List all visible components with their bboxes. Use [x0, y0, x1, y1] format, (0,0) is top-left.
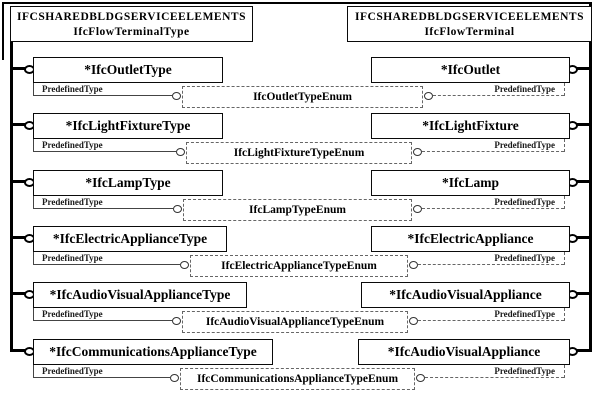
right-attribute-line-vertical — [564, 308, 565, 321]
enum-left-circle — [173, 205, 182, 213]
left-attribute-line — [33, 151, 176, 152]
right-attribute-line-vertical — [564, 252, 565, 265]
left-attribute-label: PredefinedType — [42, 253, 103, 263]
enum-box: IfcLightFixtureTypeEnum — [186, 142, 412, 164]
right-relation-line — [577, 292, 590, 295]
right-relation-line — [577, 236, 590, 239]
right-attribute-line-vertical — [564, 196, 565, 209]
enum-box: IfcElectricApplianceTypeEnum — [190, 255, 408, 277]
right-relation-line — [577, 67, 590, 70]
right-entity-box: *IfcLightFixture — [371, 113, 570, 139]
left-entity-box: *IfcLampType — [33, 170, 223, 196]
right-entity-box: *IfcLamp — [371, 170, 570, 196]
right-entity-box: *IfcOutlet — [371, 57, 570, 83]
right-bus-line — [589, 2, 592, 352]
left-entity-box: *IfcAudioVisualApplianceType — [33, 282, 247, 308]
left-attribute-line — [33, 320, 172, 321]
enum-box: IfcCommunicationsApplianceTypeEnum — [180, 368, 415, 390]
left-attribute-label: PredefinedType — [42, 140, 103, 150]
right-attribute-line — [418, 320, 564, 321]
right-relation-line — [577, 349, 590, 352]
right-schema-name: IFCSHAREDBLDGSERVICEELEMENTS — [355, 11, 584, 23]
left-bus-line — [10, 42, 13, 352]
right-attribute-line-vertical — [564, 365, 565, 378]
enum-right-circle — [424, 92, 433, 100]
enum-left-circle — [180, 261, 189, 269]
left-schema-header — [10, 6, 253, 42]
left-attribute-label: PredefinedType — [42, 309, 103, 319]
left-schema-name: IFCSHAREDBLDGSERVICEELEMENTS — [17, 11, 246, 23]
right-relation-line — [577, 180, 590, 183]
right-entity-box: *IfcAudioVisualAppliance — [361, 282, 570, 308]
right-schema-entity: IfcFlowTerminal — [424, 26, 515, 38]
left-attribute-line — [33, 95, 172, 96]
enum-left-circle — [172, 317, 181, 325]
left-entity-box: *IfcOutletType — [33, 57, 223, 83]
left-entity-box: *IfcElectricApplianceType — [33, 226, 227, 252]
frame-left-line — [2, 2, 4, 60]
enum-left-circle — [170, 374, 179, 382]
right-schema-header — [347, 6, 592, 42]
right-entity-box: *IfcElectricAppliance — [371, 226, 570, 252]
right-attribute-line-vertical — [564, 139, 565, 152]
right-attribute-line — [422, 151, 564, 152]
frame-top-line — [2, 2, 592, 4]
left-schema-entity: IfcFlowTerminalType — [73, 26, 190, 38]
enum-right-circle — [409, 317, 418, 325]
right-attribute-label: PredefinedType — [494, 366, 555, 376]
right-attribute-line — [422, 208, 564, 209]
right-attribute-line — [418, 264, 564, 265]
enum-right-circle — [416, 374, 425, 382]
left-entity-box: *IfcCommunicationsApplianceType — [33, 339, 273, 365]
right-attribute-line — [433, 95, 564, 96]
right-attribute-label: PredefinedType — [494, 140, 555, 150]
enum-right-circle — [413, 205, 422, 213]
right-attribute-label: PredefinedType — [494, 84, 555, 94]
right-entity-box: *IfcAudioVisualAppliance — [358, 339, 570, 365]
left-attribute-label: PredefinedType — [42, 84, 103, 94]
left-attribute-label: PredefinedType — [42, 366, 103, 376]
left-entity-box: *IfcLightFixtureType — [33, 113, 223, 139]
enum-box: IfcLampTypeEnum — [183, 199, 412, 221]
right-attribute-line — [425, 377, 564, 378]
enum-right-circle — [413, 148, 422, 156]
right-attribute-line-vertical — [564, 83, 565, 96]
right-relation-line — [577, 123, 590, 126]
enum-left-circle — [172, 92, 181, 100]
right-attribute-label: PredefinedType — [494, 253, 555, 263]
enum-left-circle — [176, 148, 185, 156]
left-attribute-line — [33, 208, 173, 209]
enum-box: IfcOutletTypeEnum — [182, 86, 423, 108]
left-attribute-label: PredefinedType — [42, 197, 103, 207]
enum-right-circle — [409, 261, 418, 269]
right-attribute-label: PredefinedType — [494, 309, 555, 319]
left-attribute-line — [33, 264, 180, 265]
enum-box: IfcAudioVisualApplianceTypeEnum — [182, 311, 408, 333]
left-attribute-line — [33, 377, 170, 378]
right-attribute-label: PredefinedType — [494, 197, 555, 207]
